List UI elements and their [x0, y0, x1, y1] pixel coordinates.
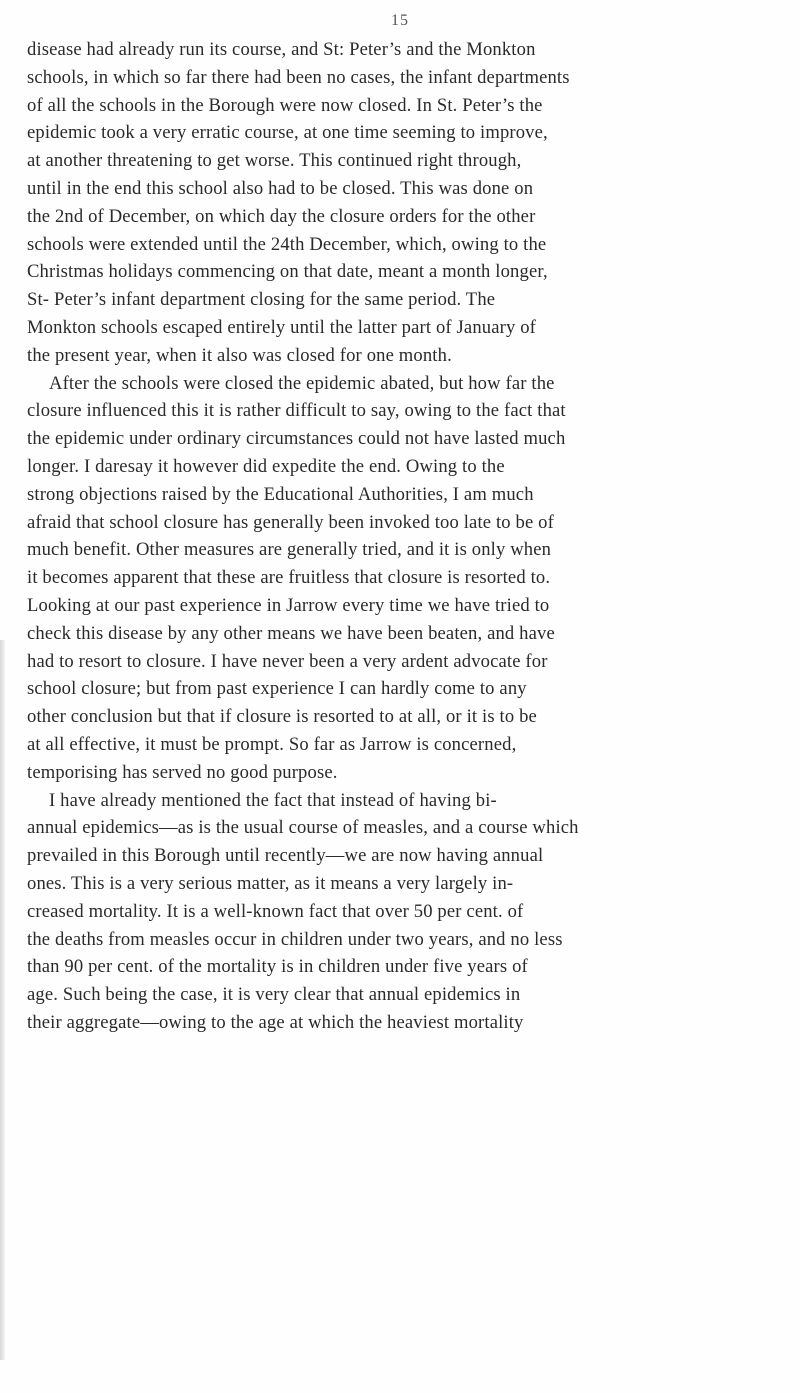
page-edge-shadow — [0, 640, 5, 1360]
text-line: prevailed in this Borough until recently—we are now having annual — [27, 845, 544, 867]
paragraph-start-line: After the schools were closed the epidemic abated, but how far the — [49, 372, 555, 394]
text-line: temporising has served no good purpose. — [27, 761, 338, 783]
text-line: than 90 per cent. of the mortality is in children under five years of — [27, 956, 528, 978]
text-line: St- Peter’s infant department closing for the same period. The — [27, 289, 496, 311]
text-line: at all effective, it must be prompt. So far as Jarrow is concerned, — [27, 733, 517, 755]
text-line: the deaths from measles occur in children under two years, and no less — [27, 928, 563, 950]
text-line: ones. This is a very serious matter, as it means a very largely in- — [27, 872, 514, 894]
text-line: Christmas holidays commencing on that date, meant a month longer, — [27, 261, 548, 283]
page-number: 15 — [391, 12, 409, 29]
text-line: at another threatening to get worse. This continued right through, — [27, 150, 522, 172]
text-line: the 2nd of December, on which day the closure orders for the other — [27, 205, 536, 227]
text-line: check this disease by any other means we have been beaten, and have — [27, 622, 555, 644]
body-text — [27, 36, 787, 1037]
text-line: the present year, when it also was closed for one month. — [27, 344, 452, 366]
text-line: epidemic took a very erratic course, at one time seeming to improve, — [27, 122, 548, 144]
text-line: schools were extended until the 24th December, which, owing to the — [27, 233, 547, 255]
paragraph-start-line: I have already mentioned the fact that instead of having bi- — [49, 789, 497, 811]
text-line: it becomes apparent that these are fruitless that closure is resorted to. — [27, 567, 551, 589]
text-line: of all the schools in the Borough were now closed. In St. Peter’s the — [27, 94, 543, 116]
text-line: schools, in which so far there had been no cases, the infant departments — [27, 66, 570, 88]
text-line: their aggregate—owing to the age at which the heaviest mortality — [27, 1011, 524, 1033]
text-line: afraid that school closure has generally been invoked too late to be of — [27, 511, 554, 533]
text-line: much benefit. Other measures are generally tried, and it is only when — [27, 539, 552, 561]
text-line: creased mortality. It is a well-known fact that over 50 per cent. of — [27, 900, 524, 922]
text-line: other conclusion but that if closure is resorted to at all, or it is to be — [27, 706, 537, 728]
text-line: longer. I daresay it however did expedite the end. Owing to the — [27, 455, 505, 477]
text-line: had to resort to closure. I have never been a very ardent advocate for — [27, 650, 548, 672]
text-line: age. Such being the case, it is very clear that annual epidemics in — [27, 984, 521, 1006]
text-line: disease had already run its course, and St: Peter’s and the Monkton — [27, 39, 536, 60]
text-line: strong objections raised by the Educational Authorities, I am much — [27, 483, 534, 505]
text-line: school closure; but from past experience I can hardly come to any — [27, 678, 527, 700]
text-line: until in the end this school also had to be closed. This was done on — [27, 177, 534, 199]
text-line: Monkton schools escaped entirely until the latter part of January of — [27, 316, 536, 338]
text-line: the epidemic under ordinary circumstances could not have lasted much — [27, 428, 566, 450]
text-line: Looking at our past experience in Jarrow every time we have tried to — [27, 594, 550, 616]
text-line: annual epidemics—as is the usual course of measles, and a course which — [27, 817, 579, 839]
text-line: closure influenced this it is rather difficult to say, owing to the fact that — [27, 400, 566, 422]
